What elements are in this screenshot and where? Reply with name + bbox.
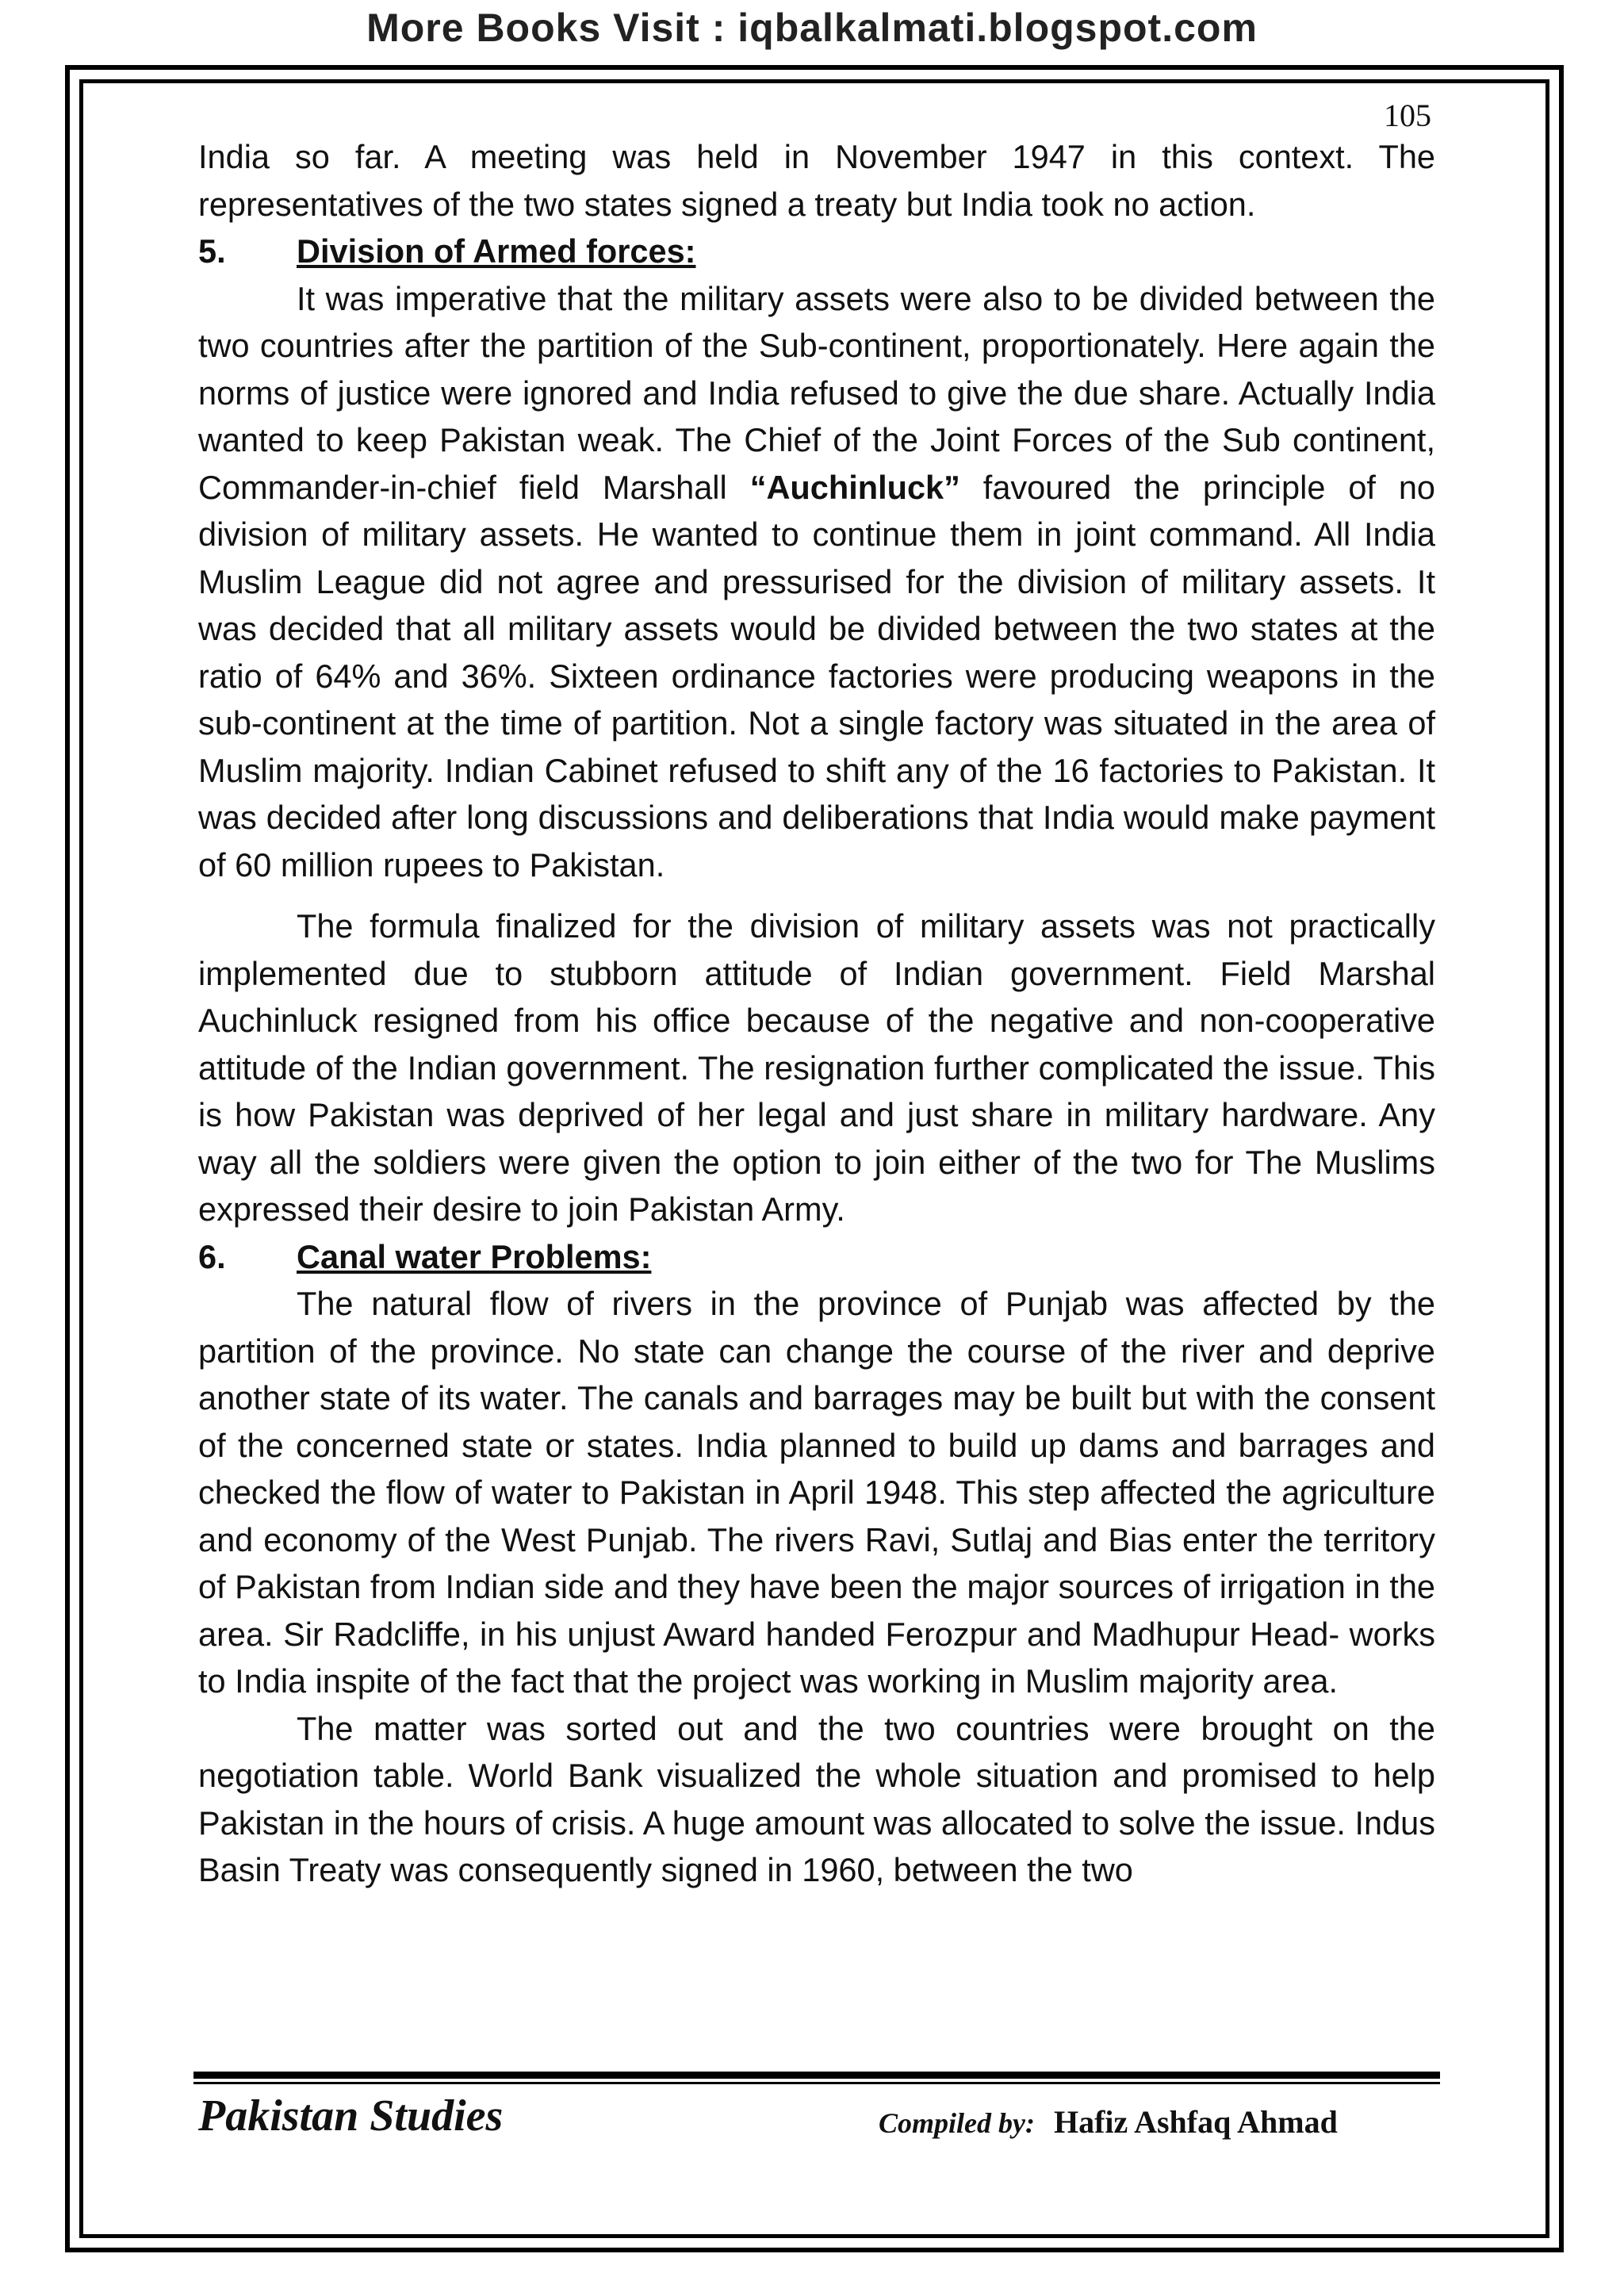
armed-forces-paragraph-2: The formula finalized for the division of military assets was not practically implemented due to stubborn attitude of Indian government. Field Marshal Auchinluck resigned from his office because of the negative and non-cooperative attitude of the Indian government. The resignation further complicated the issue. This is how Pakistan was deprived of her legal and just share in military hardware. Any way all the soldiers were given the option to join either of the two for The Muslims expressed their desire to join Pakistan Army.	[198, 907, 1435, 1228]
section-number: 6.	[198, 1237, 226, 1275]
section-heading-canal-water	[198, 1233, 1435, 1281]
emphasis-auchinluck: “Auchinluck”	[749, 468, 960, 506]
footer-rule-thick	[193, 2072, 1440, 2079]
section-heading-armed-forces	[198, 228, 1435, 275]
canal-water-paragraph-2: The matter was sorted out and the two countries were brought on the negotiation table. World Bank visualized the whole situation and promised to help Pakistan in the hours of crisis. A huge amount was allocated to solve the issue. Indus Basin Treaty was consequently signed in 1960, between the two	[198, 1709, 1435, 1888]
section-number: 5.	[198, 232, 226, 270]
section-title: Division of Armed forces:	[297, 232, 696, 270]
paragraph-text: It was imperative that the military assets were also to be divided between the two countries after the partition of the Sub-continent, proportionately. Here again the norms of justice were ignored and India refused to give the due share. Actually India wanted to keep Pakistan weak. The Chief of the Joint Forces of the Sub continent, Commander-in-chief field Marshall	[198, 279, 1435, 506]
paragraph-text: favoured the principle of no division of military assets. He wanted to continue them in joint command. All India Muslim League did not agree and pressurised for the division of military assets. It was decided that all military assets would be divided between the two states at the ratio of 64% and 36%. Sixteen ordinance factories were producing weapons in the sub-continent at the time of partition. Not a single factory was situated in the area of Muslim majority. Indian Cabinet refused to shift any of the 16 factories to Pakistan. It was decided after long discussions and deliberations that India would make payment of 60 million rupees to Pakistan.	[198, 468, 1436, 884]
page-number: 105	[1384, 98, 1431, 133]
section-title: Canal water Problems:	[297, 1237, 652, 1275]
compiled-by-label: Compiled by:	[879, 2107, 1035, 2139]
footer-credit	[879, 2103, 1338, 2141]
intro-paragraph: India so far. A meeting was held in November 1947 in this context. The representatives of the two states signed a treaty but India took no action.	[198, 138, 1435, 223]
canal-water-paragraph-1: The natural flow of rivers in the province of Punjab was affected by the partition of the province. No state can change the course of the river and deprive another state of its water. The canals and barrages may be built but with the consent of the concerned state or states. India planned to build up dams and barrages and checked the flow of water to Pakistan in April 1948. This step affected the agriculture and economy of the West Punjab. The rivers Ravi, Sutlaj and Bias enter the territory of Pakistan from Indian side and they have been the major sources of irrigation in the area. Sir Radcliffe, in his unjust Award handed Ferozpur and Madhupur Head- works to India inspite of the fact that the project was working in Muslim majority area.	[198, 1285, 1435, 1700]
footer-rule-thin	[193, 2082, 1440, 2084]
author-name: Hafiz Ashfaq Ahmad	[1053, 2104, 1338, 2140]
armed-forces-paragraph-1	[198, 275, 1435, 889]
footer-book-title: Pakistan Studies	[198, 2091, 504, 2141]
site-banner: More Books Visit : iqbalkalmati.blogspot.com	[366, 6, 1258, 50]
page-body	[198, 133, 1435, 1894]
